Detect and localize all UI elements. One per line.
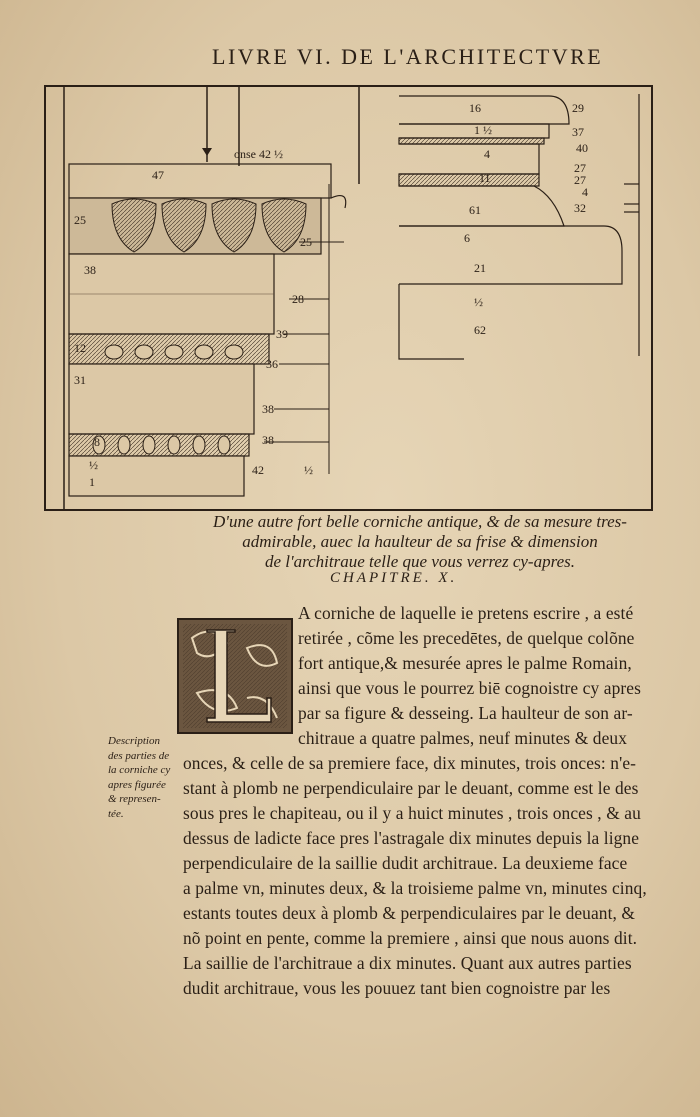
cornice-elevation [69,164,346,496]
body-line: A corniche de laquelle ie pretens escrire , a esté [298,603,634,623]
body-line: chitraue a quatre palmes, neuf minutes & deux [298,728,628,748]
body-line: onces, & celle de sa premiere face, dix minutes, trois onces: n'e- [183,753,637,773]
margin-note-line: Description [108,735,160,747]
body-line: stant à plomb ne perpendiculaire par le deuant, comme est le des [183,778,639,798]
body-line: ainsi que vous le pourrez biē cognoistre cy apres [298,678,641,698]
svg-text:36: 36 [266,357,278,371]
drop-cap-l [177,618,293,734]
svg-text:4: 4 [484,147,490,161]
margin-note [108,734,178,821]
caption-line: admirable, auec la haulteur de sa frise & dimension [242,532,598,551]
svg-text:31: 31 [74,373,86,387]
svg-text:onse 42 ½: onse 42 ½ [234,147,283,161]
svg-text:38: 38 [262,402,274,416]
body-line: fort antique,& mesurée apres le palme Romain, [298,653,632,673]
svg-text:4: 4 [582,185,588,199]
margin-note-line: apres figurée [108,778,166,791]
body-line: perpendiculaire de la saillie dudit architraue. La deuxieme face [183,853,628,873]
body-line: nõ point en pente, comme la premiere , ainsi que nous auons dit. [183,928,638,948]
margin-note-line: & represen- [108,793,161,805]
cornice-profile [399,94,639,359]
caption-line: D'une autre fort belle corniche antique, & de sa mesure tres- [213,512,627,531]
svg-text:1: 1 [89,475,95,489]
svg-text:25: 25 [300,235,312,249]
svg-text:38: 38 [262,433,274,447]
svg-text:62: 62 [474,323,486,337]
svg-text:40: 40 [576,141,588,155]
svg-text:½: ½ [474,295,483,309]
svg-text:11: 11 [479,171,491,185]
svg-text:½: ½ [304,463,313,477]
svg-text:12: 12 [74,341,86,355]
svg-text:47: 47 [152,168,164,182]
svg-text:21: 21 [474,261,486,275]
cornice-figure [44,84,654,512]
svg-text:25: 25 [74,213,86,227]
body-line: a palme vn, minutes deux, & la troisieme palme vn, minutes cinq, [183,878,647,898]
svg-text:1 ½: 1 ½ [474,123,492,137]
svg-text:32: 32 [574,201,586,215]
body-line: dessus de ladicte face pres l'astragale dix minutes depuis la ligne [183,828,640,848]
body-line: retirée , cõme les precedētes, de quelque colõne [298,628,635,648]
body-line: sous pres le chapiteau, ou il y a huict minutes , trois onces , & au [183,803,641,823]
svg-text:42: 42 [252,463,264,477]
svg-text:27: 27 [574,173,586,187]
svg-text:16: 16 [469,101,481,115]
svg-text:8: 8 [94,435,100,449]
margin-note-line: des parties de [108,749,170,762]
caption-line: de l'architraue telle que vous verrez cy-apres. [264,552,575,571]
svg-text:29: 29 [572,101,584,115]
svg-text:39: 39 [276,327,288,341]
svg-text:61: 61 [469,203,481,217]
svg-text:38: 38 [84,263,96,277]
svg-text:37: 37 [572,125,584,139]
margin-note-line: tée. [108,807,124,820]
margin-note-line: la corniche cy [108,764,171,776]
body-line: par sa figure & desseing. La haulteur de son ar- [298,703,633,723]
svg-text:27: 27 [574,161,586,175]
chapter-heading: CHAPITRE. X. [330,570,458,586]
svg-text:6: 6 [464,231,470,245]
svg-text:½: ½ [89,458,98,472]
body-line: estants toutes deux à plomb & perpendiculaires par le deuant, & [183,903,636,923]
running-head: LIVRE VI. DE L'ARCHITECTVRE [212,44,604,69]
body-line: dudit architraue, vous les pouuez tant bien cognoistre par les [183,978,611,998]
figure-caption [150,512,690,572]
body-line: La saillie de l'architraue a dix minutes. Quant aux autres parties [183,953,632,973]
svg-text:28: 28 [292,292,304,306]
